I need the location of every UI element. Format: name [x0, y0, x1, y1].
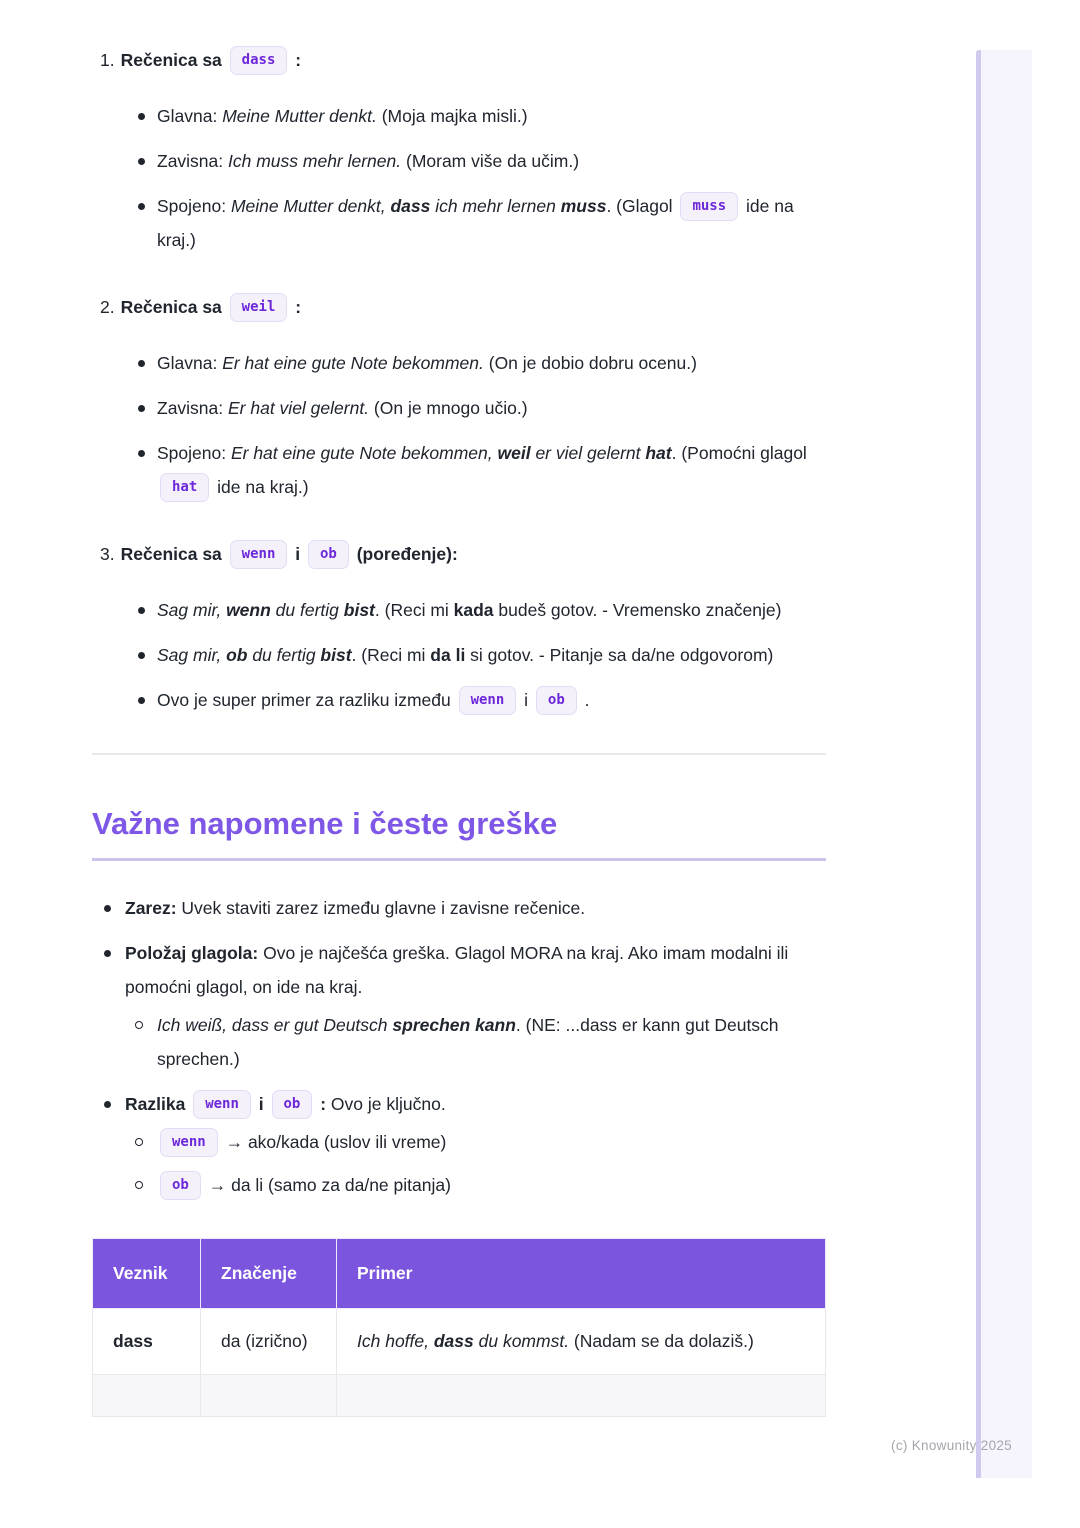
section-divider: [92, 753, 826, 755]
cell-znacenje: [201, 1309, 337, 1375]
text-run: bist: [320, 645, 352, 665]
cell-znacenje: [201, 1375, 337, 1417]
code-badge: weil: [230, 293, 288, 322]
cell-veznik: [93, 1309, 201, 1375]
code-badge: ob: [272, 1090, 313, 1119]
text-run: sprechen kann: [392, 1015, 516, 1035]
section-title: [92, 46, 826, 75]
section-title-text: [121, 297, 301, 317]
section-title-text: [121, 544, 458, 564]
text-run: (On je dobio dobru ocenu.): [483, 353, 697, 373]
text-run: (On je mnogo učio.): [369, 398, 528, 418]
copyright-watermark: (c) Knowunity 2025: [891, 1438, 1012, 1453]
text-run: Spojeno:: [157, 443, 231, 463]
list-item: [92, 1087, 826, 1202]
section-number: 2.: [100, 297, 115, 317]
text-run: :: [290, 50, 302, 70]
text-run: :: [290, 297, 302, 317]
bullet-list: [92, 593, 826, 717]
cell-primer: [337, 1375, 826, 1417]
text-run: ide na kraj.): [157, 196, 794, 250]
text-run: dass: [433, 1331, 474, 1351]
text-run: .: [579, 690, 590, 710]
text-run: budeš gotov. - Vremensko značenje): [493, 600, 782, 620]
section-number: 3.: [100, 544, 115, 564]
code-badge: wenn: [193, 1090, 251, 1119]
code-badge: ob: [308, 540, 349, 569]
text-run: si gotov. - Pitanje sa da/ne odgovorom): [465, 645, 774, 665]
text-run: → ako/kada (uslov ili vreme): [220, 1132, 447, 1152]
text-run: Ovo je ključno.: [326, 1094, 446, 1114]
section-dass: [92, 46, 826, 257]
section-wenn-ob: [92, 540, 826, 717]
code-badge: hat: [160, 473, 209, 502]
text-run: . (Pomoćni glagol: [671, 443, 807, 463]
table-row: [93, 1309, 826, 1375]
text-run: Zavisna:: [157, 151, 228, 171]
code-badge: ob: [160, 1171, 201, 1200]
cell-veznik: [93, 1375, 201, 1417]
table-body: [93, 1309, 826, 1417]
text-run: er viel gelernt: [530, 443, 646, 463]
text-run: (Moram više da učim.): [401, 151, 580, 171]
text-run: Ich hoffe,: [357, 1331, 434, 1351]
section-number: 1.: [100, 50, 115, 70]
list-item: [92, 99, 826, 133]
text-run: du fertig: [270, 600, 344, 620]
text-run: da li: [430, 645, 466, 665]
text-run: i: [519, 690, 533, 710]
code-badge: ob: [536, 686, 577, 715]
sub-list: [125, 1125, 826, 1202]
veznik-table: [92, 1238, 826, 1417]
text-run: . (Reci mi: [374, 600, 454, 620]
text-run: . (NE: ...dass er kann gut Deutsch sprechen.): [157, 1015, 779, 1069]
column-header-veznik: Veznik: [93, 1239, 201, 1309]
list-item: [92, 638, 826, 672]
text-run: . (Glagol: [606, 196, 678, 216]
text-run: Rečenica sa: [120, 297, 227, 317]
text-run: Glavna:: [157, 353, 223, 373]
code-badge: dass: [230, 46, 288, 75]
bullet-list: [92, 99, 826, 257]
bullet-list: [92, 346, 826, 504]
text-run: hat: [645, 443, 672, 463]
notes-heading: Važne napomene i česte greške: [92, 805, 826, 861]
text-run: Razlika: [125, 1094, 191, 1114]
text-run: dass: [113, 1331, 153, 1351]
sub-list-item: [125, 1168, 826, 1202]
list-item: [92, 346, 826, 380]
list-item: [92, 891, 826, 925]
text-run: ob: [226, 645, 248, 665]
text-run: i: [290, 544, 305, 564]
text-run: Sag mir,: [157, 645, 227, 665]
list-item: [92, 189, 826, 257]
code-badge: wenn: [230, 540, 288, 569]
text-run: Meine Mutter denkt,: [230, 196, 391, 216]
text-run: dass: [390, 196, 431, 216]
text-run: i: [253, 1094, 269, 1114]
text-run: wenn: [226, 600, 271, 620]
text-run: du kommst.: [473, 1331, 570, 1351]
section-weil: [92, 293, 826, 504]
text-run: → da li (samo za da/ne pitanja): [203, 1175, 451, 1195]
table-header-row: [93, 1239, 826, 1309]
text-run: Rečenica sa: [120, 50, 227, 70]
text-run: (Moja majka misli.): [376, 106, 528, 126]
text-run: (Nadam se da dolaziš.): [569, 1331, 754, 1351]
sub-list-item: [125, 1008, 826, 1076]
list-item: [92, 936, 826, 1076]
sub-list-item: [125, 1125, 826, 1159]
text-run: da (izrično): [221, 1331, 308, 1351]
text-run: muss: [560, 196, 607, 216]
note-text: [125, 943, 788, 997]
code-badge: wenn: [160, 1128, 218, 1157]
list-item: [92, 436, 826, 504]
table-header: [93, 1239, 826, 1309]
text-run: ich mehr lernen: [430, 196, 561, 216]
note-text: [125, 1094, 446, 1114]
text-run: Er hat viel gelernt.: [228, 398, 370, 418]
sub-list: [125, 1008, 826, 1076]
document-content: [92, 46, 826, 1417]
list-item: [92, 391, 826, 425]
text-run: kada: [453, 600, 494, 620]
text-run: Sag mir,: [157, 600, 227, 620]
text-run: . (Reci mi: [351, 645, 431, 665]
list-item: [92, 144, 826, 178]
text-run: Zavisna:: [157, 398, 228, 418]
text-run: Ich weiß, dass er gut Deutsch: [157, 1015, 393, 1035]
text-run: Er hat eine gute Note bekommen.: [222, 353, 484, 373]
text-run: :: [315, 1094, 327, 1114]
text-run: du fertig: [247, 645, 321, 665]
code-badge: wenn: [459, 686, 517, 715]
section-title-text: [121, 50, 301, 70]
text-run: Zarez:: [125, 898, 177, 918]
right-page-edge-strip: [976, 50, 1032, 1478]
text-run: (poređenje):: [351, 544, 458, 564]
list-item: [92, 683, 826, 717]
text-run: ide na kraj.): [212, 477, 309, 497]
text-run: Er hat eine gute Note bekommen,: [230, 443, 498, 463]
text-run: Spojeno:: [157, 196, 231, 216]
text-run: bist: [343, 600, 375, 620]
note-text: [125, 898, 585, 918]
text-run: Ovo je najčešća greška. Glagol MORA na kraj. Ako imam modalni ili pomoćni glagol, on ide na kraj.: [125, 943, 789, 997]
text-run: Meine Mutter denkt.: [222, 106, 377, 126]
text-run: Glavna:: [157, 106, 223, 126]
notes-list: [92, 891, 826, 1202]
cell-primer: [337, 1309, 826, 1375]
code-badge: muss: [680, 192, 738, 221]
text-run: Ich muss mehr lernen.: [228, 151, 402, 171]
table-row: [93, 1375, 826, 1417]
text-run: Uvek staviti zarez između glavne i zavisne rečenice.: [176, 898, 586, 918]
column-header-primer: Primer: [337, 1239, 826, 1309]
text-run: Rečenica sa: [120, 544, 227, 564]
section-title: [92, 293, 826, 322]
list-item: [92, 593, 826, 627]
text-run: Položaj glagola:: [125, 943, 259, 963]
column-header-znacenje: Značenje: [201, 1239, 337, 1309]
text-run: Ovo je super primer za razliku između: [157, 690, 456, 710]
section-title: [92, 540, 826, 569]
text-run: weil: [497, 443, 531, 463]
